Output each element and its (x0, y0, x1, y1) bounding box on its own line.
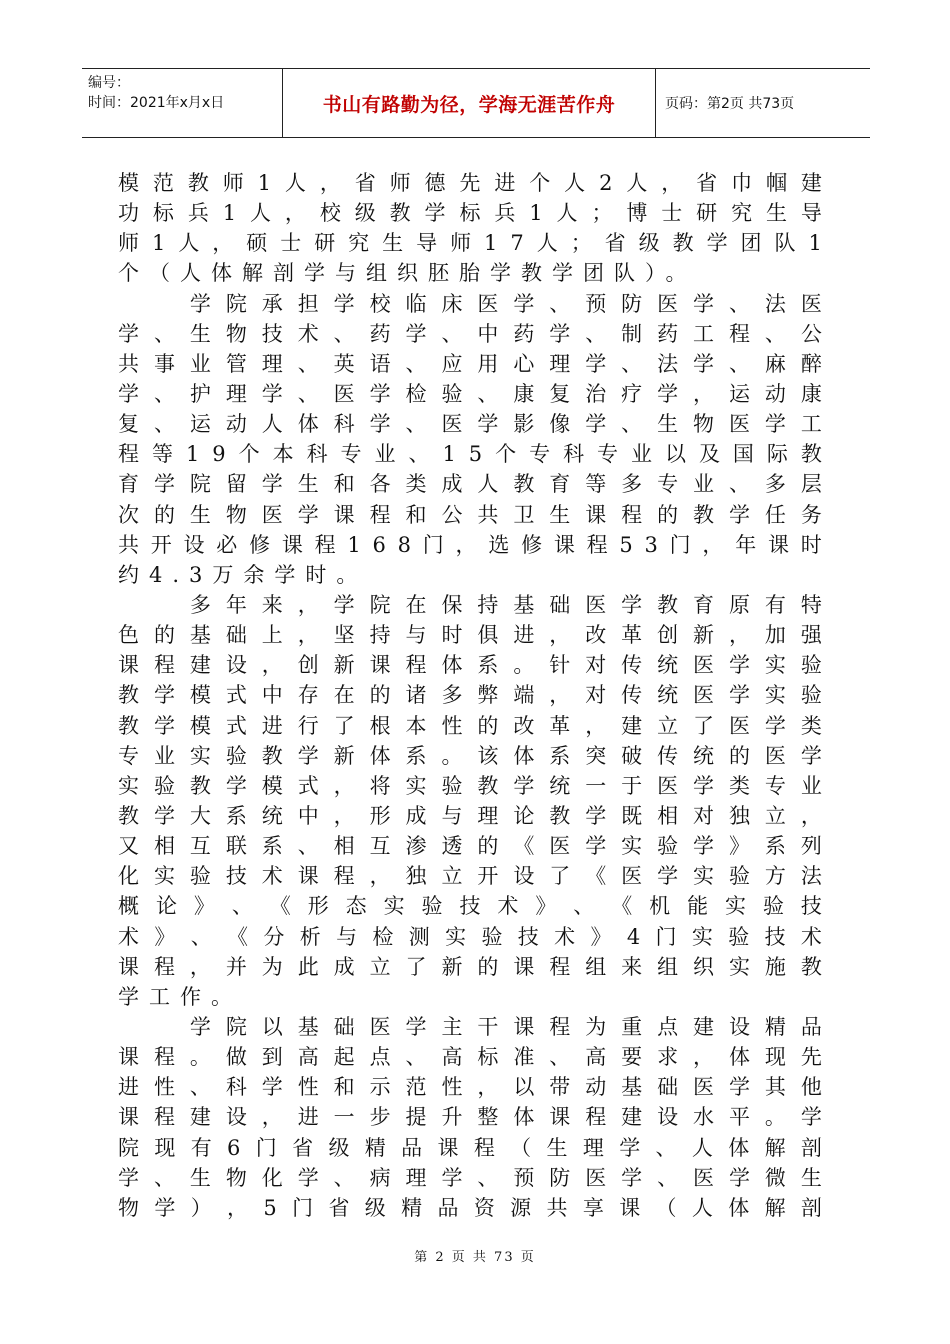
text-line: 课 程 ， 并 为 此 成 立 了 新 的 课 程 组 来 组 织 实 施 教 (118, 954, 822, 979)
text-line: 学 、 生 物 技 术 、 药 学 、 中 药 学 、 制 药 工 程 、 公 (118, 321, 822, 346)
text-line: 课 程 建 设 ， 创 新 课 程 体 系 。 针 对 传 统 医 学 实 验 (118, 653, 822, 678)
text-line: 术 》 、 《 分 析 与 检 测 实 验 技 术 》 4 门 实 验 技 术 (118, 924, 822, 949)
header-page-cell (656, 69, 870, 137)
motto-text: 书山有路勤为径，学海无涯苦作舟 (322, 93, 616, 116)
text-line: 多 年 来 ， 学 院 在 保 持 基 础 医 学 教 育 原 有 特 (189, 592, 822, 617)
text-line: 模 范 教 师 1 人 ， 省 师 德 先 进 个 人 2 人 ， 省 巾 帼 建 (118, 171, 822, 195)
text-line: 功 标 兵 1 人 ， 校 级 教 学 标 兵 1 人 ； 博 士 研 究 生 导 (118, 201, 822, 226)
text-line: 教 学 模 式 中 存 在 的 诸 多 弊 端 ， 对 传 统 医 学 实 验 (118, 683, 822, 708)
header-motto-cell (283, 69, 656, 137)
text-line: 化 实 验 技 术 课 程 ， 独 立 开 设 了 《 医 学 实 验 方 法 (118, 864, 822, 889)
text-line: 约4.3万余学时。 (118, 562, 368, 587)
text-line: 院 现 有 6 门 省 级 精 品 课 程 （ 生 理 学 、 人 体 解 剖 (118, 1135, 822, 1160)
text-line: 课 程 。 做 到 高 起 点 、 高 标 准 、 高 要 求 ， 体 现 先 (118, 1045, 822, 1070)
text-line: 程 等 1 9 个 本 科 专 业 、 1 5 个 专 科 专 业 以 及 国 际 教 (118, 442, 822, 467)
text-line: 学 院 承 担 学 校 临 床 医 学 、 预 防 医 学 、 法 医 (189, 291, 822, 316)
time-label: 时间：2021年x月x日 (88, 95, 225, 111)
body-text (118, 168, 822, 1223)
text-line: 学 、 护 理 学 、 医 学 检 验 、 康 复 治 疗 学 ， 运 动 康 (118, 381, 822, 406)
text-line: 又 相 互 联 系 、 相 互 渗 透 的 《 医 学 实 验 学 》 系 列 (118, 834, 822, 859)
text-line: 共 开 设 必 修 课 程 1 6 8 门 ， 选 修 课 程 5 3 门 ， 年 课 时 (118, 532, 822, 557)
text-line: 进 性 、 科 学 性 和 示 范 性 ， 以 带 动 基 础 医 学 其 他 (118, 1075, 822, 1100)
text-line: 个（人体解剖学与组织胚胎学教学团队）。 (118, 261, 697, 286)
text-line: 学 、 生 物 化 学 、 病 理 学 、 预 防 医 学 、 医 学 微 生 (118, 1165, 822, 1190)
text-line: 复 、 运 动 人 体 科 学 、 医 学 影 像 学 、 生 物 医 学 工 (118, 412, 822, 437)
text-line: 学工作。 (118, 984, 242, 1009)
text-line: 共 事 业 管 理 、 英 语 、 应 用 心 理 学 、 法 学 、 麻 醉 (118, 351, 822, 376)
text-line: 色 的 基 础 上 ， 坚 持 与 时 俱 进 ， 改 革 创 新 ， 加 强 (118, 623, 822, 648)
text-line: 概 论 》 、 《 形 态 实 验 技 术 》 、 《 机 能 实 验 技 (118, 894, 822, 919)
text-line: 专 业 实 验 教 学 新 体 系 。 该 体 系 突 破 传 统 的 医 学 (118, 743, 822, 768)
text-line: 课 程 建 设 ， 进 一 步 提 升 整 体 课 程 建 设 水 平 。 学 (118, 1105, 822, 1130)
text-line: 实 验 教 学 模 式 ， 将 实 验 教 学 统 一 于 医 学 类 专 业 (118, 773, 822, 798)
footer-page-number: 第 2 页 共 73 页 (414, 1250, 536, 1265)
text-line: 教 学 大 系 统 中 ， 形 成 与 理 论 教 学 既 相 对 独 立 ， (118, 803, 822, 828)
header-meta-cell (82, 69, 283, 137)
text-line: 学 院 以 基 础 医 学 主 干 课 程 为 重 点 建 设 精 品 (189, 1014, 822, 1039)
serial-label: 编号： (88, 75, 130, 91)
page-code: 页码：第2页 共73页 (665, 96, 795, 112)
text-line: 物 学 ） ， 5 门 省 级 精 品 资 源 共 享 课 （ 人 体 解 剖 (118, 1195, 822, 1220)
text-line: 师 1 人 ， 硕 士 研 究 生 导 师 1 7 人 ； 省 级 教 学 团 队 1 (118, 231, 822, 256)
text-line: 育 学 院 留 学 生 和 各 类 成 人 教 育 等 多 专 业 、 多 层 (118, 472, 822, 497)
document-header (82, 68, 870, 138)
text-line: 次 的 生 物 医 学 课 程 和 公 共 卫 生 课 程 的 教 学 任 务 (118, 502, 822, 527)
page-footer (0, 1246, 950, 1265)
text-line: 教 学 模 式 进 行 了 根 本 性 的 改 革 ， 建 立 了 医 学 类 (118, 713, 822, 738)
